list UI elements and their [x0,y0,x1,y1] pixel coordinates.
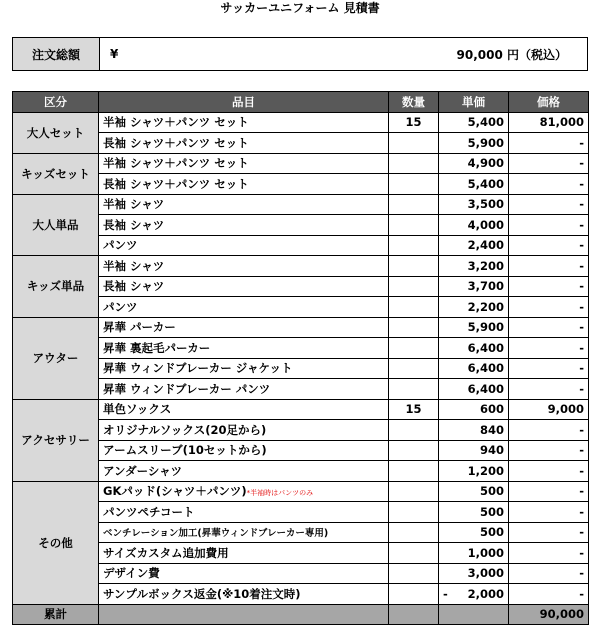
quantity-cell [389,276,439,297]
item-cell [99,399,389,420]
unit-price-cell: 5,400 [439,112,509,133]
table-row [13,399,589,420]
item-label: 半袖 シャツ [103,197,165,212]
quantity-cell [389,194,439,215]
table-row [13,235,589,256]
item-label: 単色ソックス [103,402,172,417]
summary-label: 累計 [13,604,99,625]
table-row [13,379,589,400]
quantity-cell [389,215,439,236]
item-cell [99,174,389,195]
table-row [13,502,589,523]
page-title: サッカーユニフォーム 見積書 [220,1,380,15]
price-cell: - [509,153,589,174]
quantity-cell [389,522,439,543]
price-cell: - [509,194,589,215]
item-cell [99,440,389,461]
category-cell: アクセサリー [13,399,99,481]
item-label: 長袖 シャツ [103,279,165,294]
negative-sign: - [443,586,448,601]
item-label: アンダーシャツ [103,463,183,478]
category-cell: 大人セット [13,112,99,153]
table-row [13,440,589,461]
quantity-cell [389,379,439,400]
item-label: 昇華 パーカー [103,320,176,335]
summary-empty [99,604,389,625]
item-cell [99,153,389,174]
price-cell: - [509,276,589,297]
item-label: 半袖 シャツ [103,258,165,273]
quantity-cell [389,502,439,523]
header-category: 区分 [13,92,99,113]
item-cell [99,215,389,236]
item-cell [99,584,389,605]
item-cell [99,317,389,338]
item-cell [99,235,389,256]
summary-empty [439,604,509,625]
quantity-cell [389,338,439,359]
unit-price-cell: 1,200 [439,461,509,482]
summary-row [13,604,589,625]
unit-price-cell: 940 [439,440,509,461]
item-label: サンプルボックス返金(※10着注文時) [103,586,301,601]
item-label: 長袖 シャツ＋パンツ セット [103,176,249,191]
category-cell: アウター [13,317,99,399]
order-total-label: 注文総額 [13,38,100,70]
unit-price-cell: 1,000 [439,543,509,564]
unit-price-cell: 500 [439,522,509,543]
category-cell: キッズ単品 [13,256,99,318]
header-unit-price: 単価 [439,92,509,113]
item-label: 昇華 ウィンドブレーカー ジャケット [103,361,293,376]
item-cell [99,256,389,277]
category-cell: 大人単品 [13,194,99,256]
quantity-cell [389,584,439,605]
item-cell [99,461,389,482]
quantity-cell [389,461,439,482]
category-cell: その他 [13,481,99,604]
item-cell [99,522,389,543]
table-row [13,256,589,277]
header-quantity: 数量 [389,92,439,113]
table-row [13,153,589,174]
unit-price-cell: 4,000 [439,215,509,236]
table-row [13,563,589,584]
price-cell: - [509,502,589,523]
price-cell: - [509,461,589,482]
price-cell: - [509,338,589,359]
unit-price-cell: 5,400 [439,174,509,195]
order-total-amount: 90,000 円（税込） [456,47,567,62]
item-cell [99,133,389,154]
item-label: オリジナルソックス(20足から) [103,422,267,437]
table-row [13,338,589,359]
price-cell: - [509,215,589,236]
table-row [13,215,589,236]
table-row [13,133,589,154]
table-row [13,297,589,318]
item-cell [99,481,389,502]
table-row [13,543,589,564]
item-cell [99,420,389,441]
quantity-cell: 15 [389,112,439,133]
item-label: 半袖 シャツ＋パンツ セット [103,156,249,171]
table-row [13,194,589,215]
price-cell: 81,000 [509,112,589,133]
unit-price-cell: 2,400 [439,235,509,256]
price-cell: - [509,420,589,441]
table-row [13,174,589,195]
currency-symbol: ¥ [110,47,119,61]
unit-price-cell: 500 [439,481,509,502]
table-row [13,317,589,338]
quantity-cell [389,420,439,441]
header-price: 価格 [509,92,589,113]
item-cell [99,297,389,318]
item-cell [99,502,389,523]
quantity-cell [389,153,439,174]
table-header-row [13,92,589,113]
item-cell [99,563,389,584]
price-cell: - [509,481,589,502]
price-cell: - [509,133,589,154]
quantity-cell [389,133,439,154]
unit-price-value: 2,000 [467,586,504,601]
unit-price-cell [439,584,509,605]
table-row [13,276,589,297]
item-label: パンツペチコート [103,504,195,519]
unit-price-cell: 3,000 [439,563,509,584]
table-row [13,522,589,543]
unit-price-cell: 4,900 [439,153,509,174]
header-item: 品目 [99,92,389,113]
quantity-cell [389,563,439,584]
category-cell: キッズセット [13,153,99,194]
unit-price-cell: 3,500 [439,194,509,215]
item-label: 長袖 シャツ [103,217,165,232]
item-label: 長袖 シャツ＋パンツ セット [103,135,249,150]
item-label: デザイン費 [103,566,160,581]
item-label: GKパッド(シャツ＋パンツ) [103,484,247,499]
table-row [13,584,589,605]
unit-price-cell: 2,200 [439,297,509,318]
item-cell [99,543,389,564]
item-label: 昇華 ウィンドブレーカー パンツ [103,381,271,396]
table-row [13,481,589,502]
item-cell [99,338,389,359]
item-label: パンツ [103,238,138,253]
price-cell: - [509,235,589,256]
unit-price-cell: 3,700 [439,276,509,297]
quantity-cell [389,481,439,502]
item-cell [99,379,389,400]
quantity-cell [389,543,439,564]
unit-price-cell: 6,400 [439,379,509,400]
estimate-table [12,91,589,625]
price-cell: - [509,174,589,195]
quantity-cell [389,297,439,318]
unit-price-cell: 840 [439,420,509,441]
unit-price-cell: 5,900 [439,133,509,154]
table-row [13,461,589,482]
quantity-cell [389,440,439,461]
quantity-cell [389,317,439,338]
table-row [13,112,589,133]
price-cell: - [509,543,589,564]
quantity-cell [389,235,439,256]
table-body [13,112,589,604]
price-cell: - [509,522,589,543]
unit-price-cell: 6,400 [439,358,509,379]
quantity-cell: 15 [389,399,439,420]
price-cell: - [509,379,589,400]
unit-price-cell: 5,900 [439,317,509,338]
price-cell: - [509,256,589,277]
price-cell: - [509,563,589,584]
unit-price-cell: 500 [439,502,509,523]
item-cell [99,358,389,379]
item-cell [99,112,389,133]
item-label: ベンチレーション加工(昇華ウィンドブレーカー専用) [103,528,329,540]
item-label: アームスリーブ(10セットから) [103,443,267,458]
order-total-box [12,37,588,71]
table-row [13,358,589,379]
item-cell [99,276,389,297]
unit-price-cell: 600 [439,399,509,420]
item-label: 半袖 シャツ＋パンツ セット [103,115,249,130]
price-cell: - [509,440,589,461]
table-row [13,420,589,441]
item-cell [99,194,389,215]
price-cell: - [509,358,589,379]
item-note: *半袖時はパンツのみ [246,489,314,498]
item-label: 昇華 裏起毛パーカー [103,340,211,355]
quantity-cell [389,174,439,195]
price-cell: - [509,317,589,338]
price-cell: - [509,297,589,318]
summary-price: 90,000 [509,604,589,625]
item-label: パンツ [103,299,138,314]
unit-price-cell: 3,200 [439,256,509,277]
summary-empty [389,604,439,625]
item-label: サイズカスタム追加費用 [103,545,229,560]
price-cell: - [509,584,589,605]
quantity-cell [389,358,439,379]
price-cell: 9,000 [509,399,589,420]
unit-price-cell: 6,400 [439,338,509,359]
quantity-cell [389,256,439,277]
